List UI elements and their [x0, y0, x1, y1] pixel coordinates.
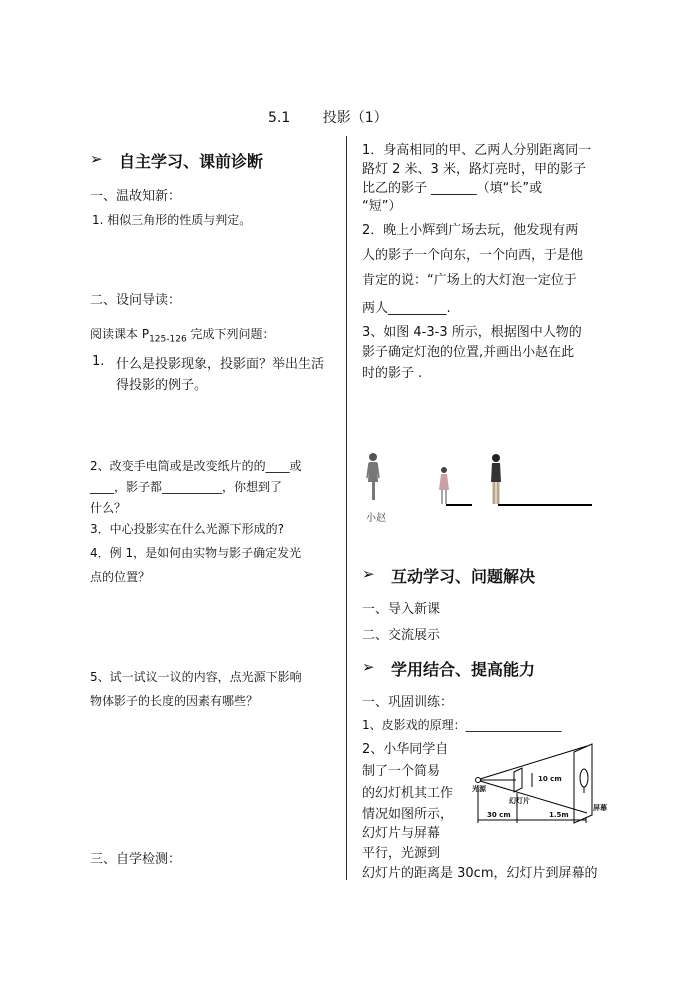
p1-line1: 1．身高相同的甲、乙两人分别距离同一 — [362, 143, 592, 158]
review-item: 1. 相似三角形的性质与判定。 — [92, 213, 252, 227]
q3: 3．中心投影实在什么光源下形成的? — [90, 522, 285, 536]
person-xiaozhao-icon — [367, 453, 379, 500]
q2-line1: 2、改变手电筒或是改变纸片的的____或 — [90, 459, 302, 473]
section-heading-interactive: 互动学习、问题解决 — [391, 567, 536, 586]
sec2-item-intro: 一、导入新课 — [362, 602, 441, 617]
guide-intro-post: 完成下列问题： — [186, 327, 275, 341]
section-arrow-icon: ➢ — [362, 565, 375, 583]
c2-line7: 幻灯片的距离是 30cm，幻灯片到屏幕的 — [362, 866, 598, 881]
shadow-figure — [362, 448, 602, 524]
p2-line1: 2．晚上小辉到广场去玩，他发现有两 — [362, 223, 579, 238]
c2-line5: 幻灯片与屏幕 — [362, 826, 441, 841]
q4-line2: 点的位置？ — [90, 570, 151, 584]
q1-line1: 什么是投影现象，投影面？举出生活 — [116, 357, 325, 372]
guide-heading: 二、设问导读： — [90, 293, 182, 308]
p1-line4: “短”） — [362, 199, 402, 214]
guide-intro — [90, 325, 275, 344]
p3-line1: 3、如图 4-3-3 所示，根据图中人物的 — [362, 325, 582, 340]
p1-line3: 比乙的影子 _______（填“长”或 — [362, 181, 543, 196]
self-check-heading: 三、自学检测： — [90, 852, 182, 867]
c2-line4: 情况如图所示， — [362, 807, 454, 822]
proj-label-screen: 屏幕 — [593, 804, 607, 812]
p2-line3: 肯定的说：“广场上的大灯泡一定位于 — [362, 273, 577, 288]
page-title: 5.1 投影（1） — [268, 110, 388, 126]
p3-line2: 影子确定灯泡的位置,并画出小赵在此 — [362, 345, 575, 360]
light-source-icon — [476, 778, 481, 783]
review-heading: 一、温故知新： — [90, 189, 182, 204]
q1-number: 1. — [92, 354, 105, 369]
figure-label-xiaozhao: 小赵 — [366, 513, 386, 524]
section-heading-application: 学用结合、提高能力 — [391, 660, 536, 679]
p2-line2: 人的影子一个向东，一个向西，于是他 — [362, 248, 584, 263]
section-arrow-icon: ➢ — [362, 658, 375, 676]
c2-line6: 平行，光源到 — [362, 846, 441, 861]
person-adult-icon — [491, 454, 501, 504]
proj-label-slide: 幻灯片 — [509, 797, 530, 805]
q4-line1: 4．例 1，是如何由实物与影子确定发光 — [90, 546, 302, 560]
section-arrow-icon: ➢ — [90, 150, 103, 168]
screen-icon — [574, 744, 592, 823]
proj-label-source: 光源 — [472, 785, 486, 793]
consolidate-heading: 一、巩固训练： — [362, 695, 454, 710]
proj-label-height: 10 cm — [538, 775, 562, 783]
section-heading-self-study: 自主学习、课前诊断 — [119, 152, 264, 171]
c2-line1: 2、小华同学自 — [362, 742, 449, 757]
p3-line3: 时的影子 . — [362, 366, 423, 381]
q5-line1: 5、试一试议一议的内容，点光源下影响 — [90, 670, 302, 684]
q2-line3: 什么？ — [90, 501, 127, 515]
guide-intro-pre: 阅读课本 P — [90, 327, 150, 341]
q5-line2: 物体影子的长度的因素有哪些？ — [90, 694, 259, 708]
proj-label-distance1: 30 cm — [487, 811, 511, 819]
q2-line2: ____，影子都__________，你想到了 — [90, 480, 283, 494]
sec2-item-exchange: 二、交流展示 — [362, 628, 441, 643]
p1-line2: 路灯 2 米、3 米，路灯亮时，甲的影子 — [362, 162, 586, 177]
p2-line4: 两人_________. — [362, 301, 451, 316]
c2-line3: 的幻灯机其工作 — [362, 786, 454, 801]
c2-line2: 制了一个简易 — [362, 764, 441, 779]
column-divider — [346, 136, 347, 880]
c1-shadow-play: 1、皮影戏的原理：________________ — [362, 718, 562, 732]
guide-intro-pages: 125-126 — [149, 334, 187, 345]
q1-line2: 得投影的例子。 — [116, 378, 208, 393]
person-child-icon — [439, 467, 449, 504]
proj-label-distance2: 1.5m — [549, 811, 569, 819]
